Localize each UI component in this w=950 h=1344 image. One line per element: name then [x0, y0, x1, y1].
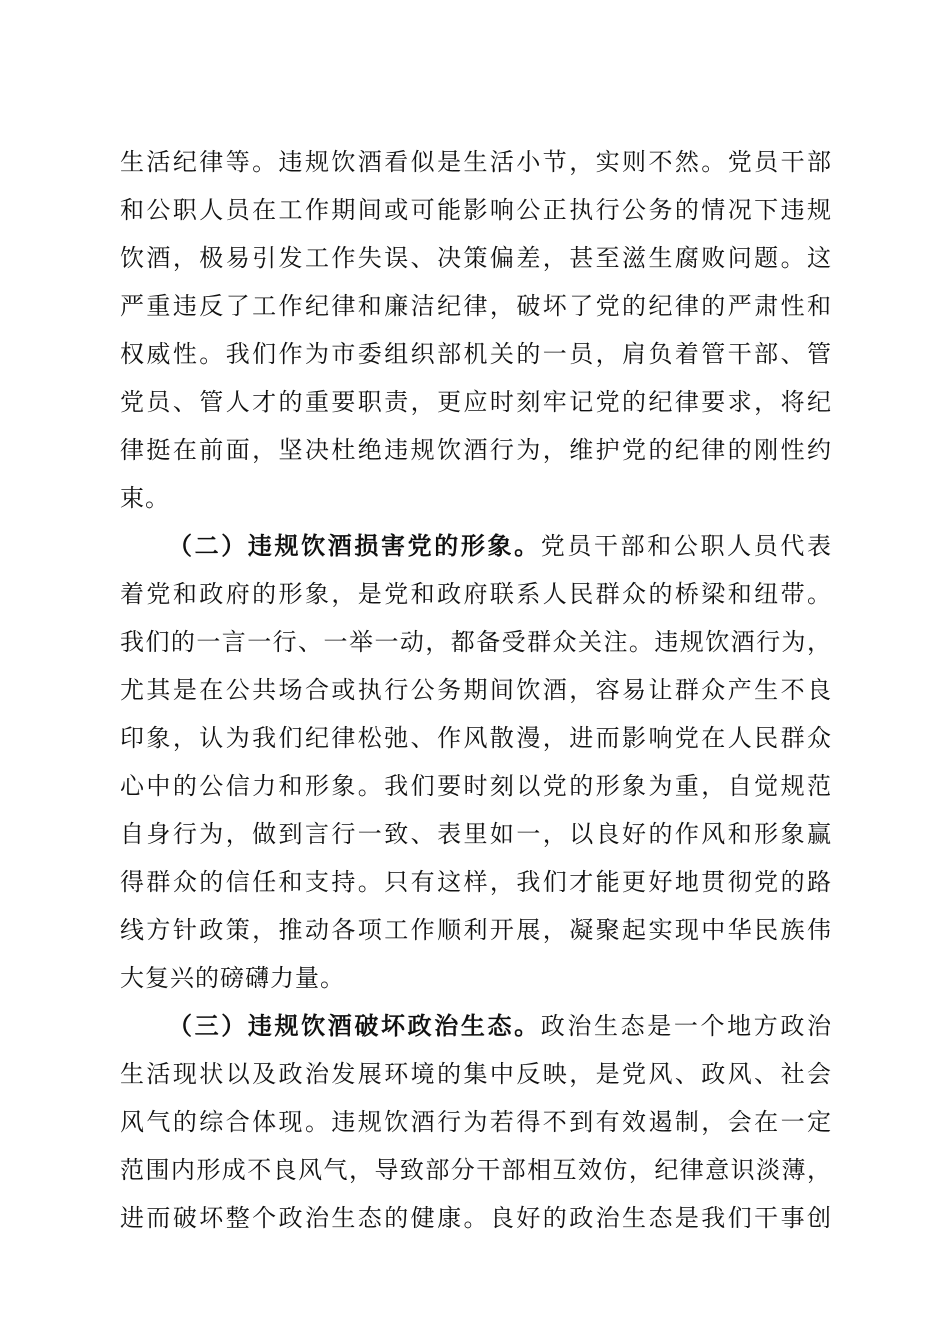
paragraph-2-line-7: 自身行为，做到言行一致、表里如一，以良好的作风和形象赢 [120, 820, 832, 848]
paragraph-1-line-7: 律挺在前面，坚决杜绝违规饮酒行为，维护党的纪律的刚性约 [120, 436, 832, 464]
paragraph-2-line-9: 线方针政策，推动各项工作顺利开展，凝聚起实现中华民族伟 [120, 916, 832, 944]
paragraph-2-first-text: 党员干部和公职人员代表 [540, 532, 832, 560]
paragraph-2-line-4: 尤其是在公共场合或执行公务期间饮酒，容易让群众产生不良 [120, 676, 832, 704]
paragraph-1-line-6: 党员、管人才的重要职责，更应时刻牢记党的纪律要求，将纪 [120, 388, 832, 416]
paragraph-1-line-3: 饮酒，极易引发工作失误、决策偏差，甚至滋生腐败问题。这 [120, 244, 832, 272]
paragraph-3-line-2: 生活现状以及政治发展环境的集中反映，是党风、政风、社会 [120, 1060, 832, 1088]
paragraph-1-line-1: 生活纪律等。违规饮酒看似是生活小节，实则不然。党员干部 [120, 148, 832, 176]
paragraph-2-line-6: 心中的公信力和形象。我们要时刻以党的形象为重，自觉规范 [120, 772, 832, 800]
paragraph-1-line-5: 权威性。我们作为市委组织部机关的一员，肩负着管干部、管 [120, 340, 832, 368]
paragraph-1-line-8: 束。 [120, 484, 170, 512]
paragraph-3-line-5: 进而破坏整个政治生态的健康。良好的政治生态是我们干事创 [120, 1204, 832, 1232]
section-heading-3: （三）违规饮酒破坏政治生态。 [168, 1011, 541, 1040]
paragraph-3-first-text: 政治生态是一个地方政治 [540, 1012, 832, 1040]
paragraph-2-line-8: 得群众的信任和支持。只有这样，我们才能更好地贯彻党的路 [120, 868, 832, 896]
paragraph-3-line-4: 范围内形成不良风气，导致部分干部相互效仿，纪律意识淡薄， [120, 1156, 832, 1184]
document-body [120, 138, 832, 1242]
paragraph-2-line-3: 我们的一言一行、一举一动，都备受群众关注。违规饮酒行为， [120, 628, 832, 656]
section-heading-2: （二）违规饮酒损害党的形象。 [168, 531, 541, 560]
paragraph-1-line-2: 和公职人员在工作期间或可能影响公正执行公务的情况下违规 [120, 196, 832, 224]
paragraph-2-line-10: 大复兴的磅礴力量。 [120, 964, 345, 992]
paragraph-2-line-2: 着党和政府的形象，是党和政府联系人民群众的桥梁和纽带。 [120, 580, 832, 608]
paragraph-2-line-1 [120, 522, 832, 570]
paragraph-3-line-3: 风气的综合体现。违规饮酒行为若得不到有效遏制，会在一定 [120, 1108, 832, 1136]
paragraph-1-line-4: 严重违反了工作纪律和廉洁纪律，破坏了党的纪律的严肃性和 [120, 292, 832, 320]
paragraph-2-line-5: 印象，认为我们纪律松弛、作风散漫，进而影响党在人民群众 [120, 724, 832, 752]
paragraph-3-line-1 [120, 1002, 832, 1050]
